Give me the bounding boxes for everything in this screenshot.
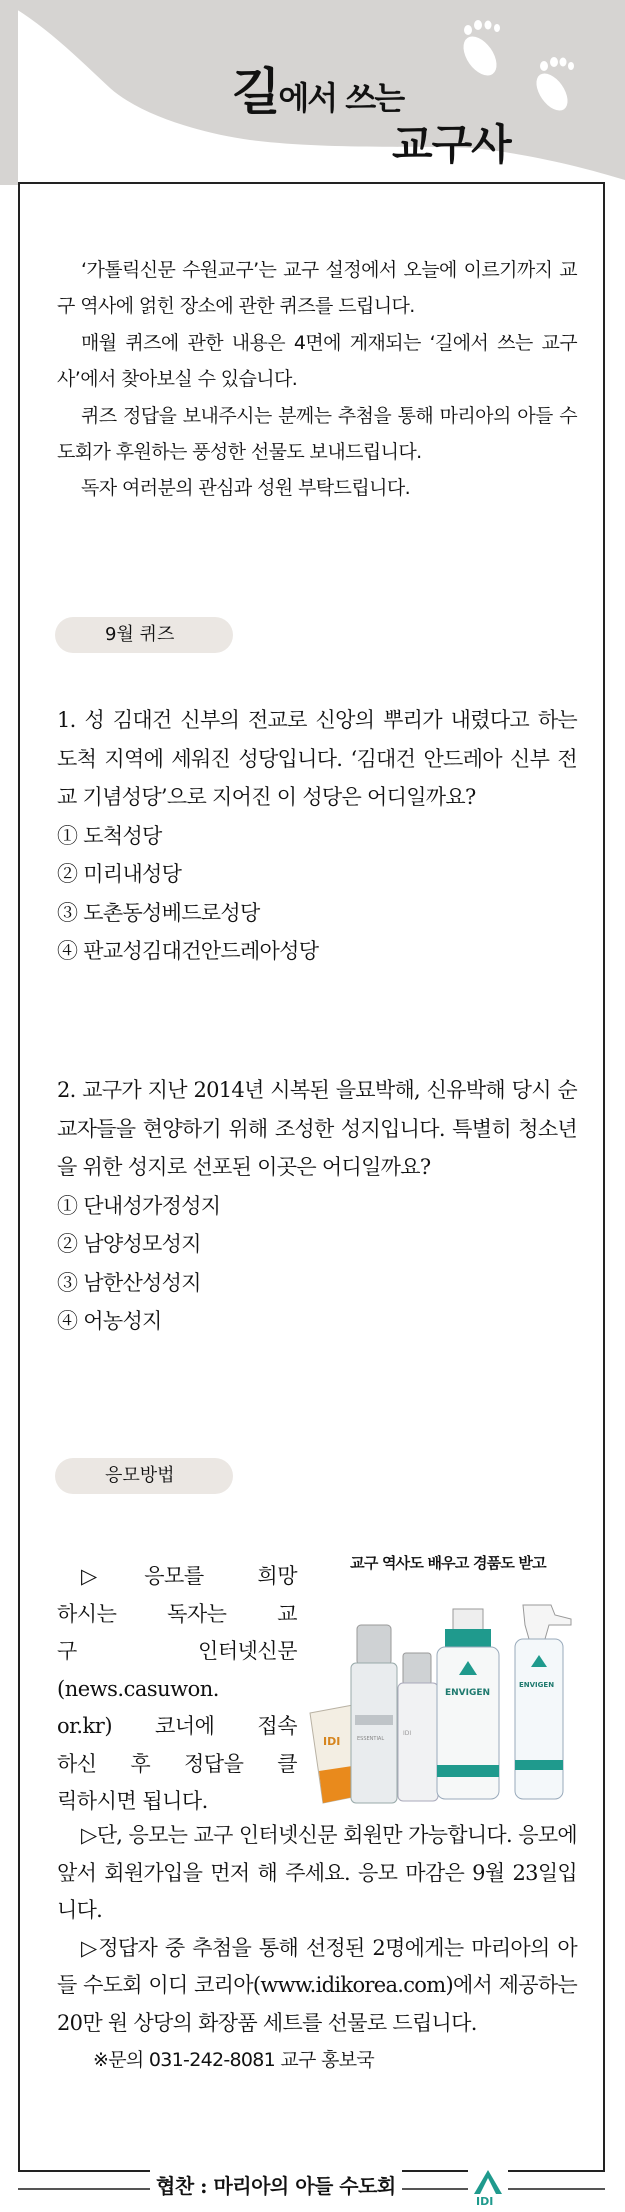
- svg-text:IDI: IDI: [403, 1730, 412, 1737]
- svg-text:ESSENTIAL: ESSENTIAL: [357, 1736, 385, 1742]
- header-title-line2: 교구사: [392, 120, 511, 169]
- cosmetics-photo: [305, 1595, 595, 1810]
- apply-paragraph: ▷정답자 중 추첨을 통해 선정된 2명에게는 마리아의 아들 수도회 이디 코리아(www.idikorea.com)에서 제공하는 20만 원 상당의 화장품 세트를 선물로 드립니다.: [57, 1935, 577, 2035]
- svg-text:IDI: IDI: [323, 1735, 341, 1748]
- answer-option: ② 미리내성당: [57, 862, 182, 886]
- answer-option: ① 단내성가정성지: [57, 1193, 221, 1218]
- apply-paragraph: ▷단, 응모는 교구 인터넷신문 회원만 가능합니다. 응모에 앞서 회원가입을 먼저 해 주세요. 응모 마감은 9월 23일입니다.: [57, 1823, 577, 1922]
- answer-option: ① 도척성당: [57, 823, 162, 848]
- svg-text:IDI: IDI: [476, 2195, 494, 2208]
- header-title-line1: [232, 52, 403, 124]
- intro-paragraph: 독자 여러분의 관심과 성원 부탁드립니다.: [81, 477, 411, 500]
- product-bottle-silver: [351, 1625, 397, 1803]
- product-bottle-teal: [437, 1609, 499, 1799]
- header-title-small: 에서 쓰는: [278, 79, 404, 117]
- apply-details: [57, 1817, 577, 2080]
- quiz-question-1: [57, 701, 577, 971]
- section-label-quiz: 9월 퀴즈: [55, 617, 233, 653]
- product-spray: [515, 1605, 571, 1799]
- svg-text:ENVIGEN: ENVIGEN: [519, 1681, 555, 1689]
- apply-line: 하시는 독자는 교: [57, 1601, 297, 1626]
- intro-paragraph: ‘가톨릭신문 수원교구’는 교구 설정에서 오늘에 이르기까지 교구 역사에 얽힌 장소에 관한 퀴즈를 드립니다.: [57, 259, 577, 318]
- answer-option: ② 남양성모성지: [57, 1232, 201, 1256]
- answer-option: ③ 도촌동성베드로성당: [57, 900, 260, 925]
- apply-line: 구 인터넷신문: [57, 1639, 297, 1663]
- section-label-apply: 응모방법: [55, 1458, 233, 1494]
- question-text: 1. 성 김대건 신부의 전교로 신앙의 뿌리가 내렸다고 하는 도척 지역에 세워진 성당입니다. ‘김대건 안드레아 신부 전교 기념성당’으로 지어진 이 성당은 어디일까요?: [57, 708, 577, 809]
- header-title-big: 길: [232, 63, 279, 121]
- answer-option: ④ 어농성지: [57, 1309, 162, 1333]
- answer-option: ③ 남한산성성지: [57, 1270, 201, 1295]
- header-banner: [0, 0, 625, 185]
- sponsor-credit: 협찬 : 마리아의 아들 수도회: [150, 2170, 402, 2199]
- apply-line: (news.casuwon.: [57, 1676, 219, 1701]
- apply-line: 하신 후 정답을 클: [57, 1751, 297, 1776]
- quiz-question-2: [57, 1071, 577, 1341]
- apply-line: or.kr) 코너에 접속: [57, 1714, 297, 1738]
- contact-line: ※문의 031-242-8081 교구 홍보국: [93, 2049, 375, 2071]
- intro-text: [57, 252, 577, 507]
- answer-option: ④ 판교성김대건안드레아성당: [57, 939, 319, 963]
- promo-caption: 교구 역사도 배우고 경품도 받고: [350, 1554, 546, 1572]
- apply-line: ▷응모를 희망: [81, 1564, 297, 1588]
- apply-line: 릭하시면 됩니다.: [57, 1789, 208, 1813]
- product-bottle-silver-2: [398, 1653, 438, 1801]
- svg-text:ENVIGEN: ENVIGEN: [445, 1688, 491, 1698]
- intro-paragraph: 매월 퀴즈에 관한 내용은 4면에 게재되는 ‘길에서 쓰는 교구사’에서 찾아보실 수 있습니다.: [57, 331, 577, 391]
- question-text: 2. 교구가 지난 2014년 시복된 을묘박해, 신유박해 당시 순교자들을 현양하기 위해 조성한 성지입니다. 특별히 청소년을 위한 성지로 선포된 이곳은 어디일까요?: [57, 1078, 577, 1179]
- apply-instructions: [57, 1558, 297, 1821]
- idi-logo-icon: [468, 2166, 508, 2208]
- intro-paragraph: 퀴즈 정답을 보내주시는 분께는 추첨을 통해 마리아의 아들 수도회가 후원하는 풍성한 선물도 보내드립니다.: [57, 404, 577, 464]
